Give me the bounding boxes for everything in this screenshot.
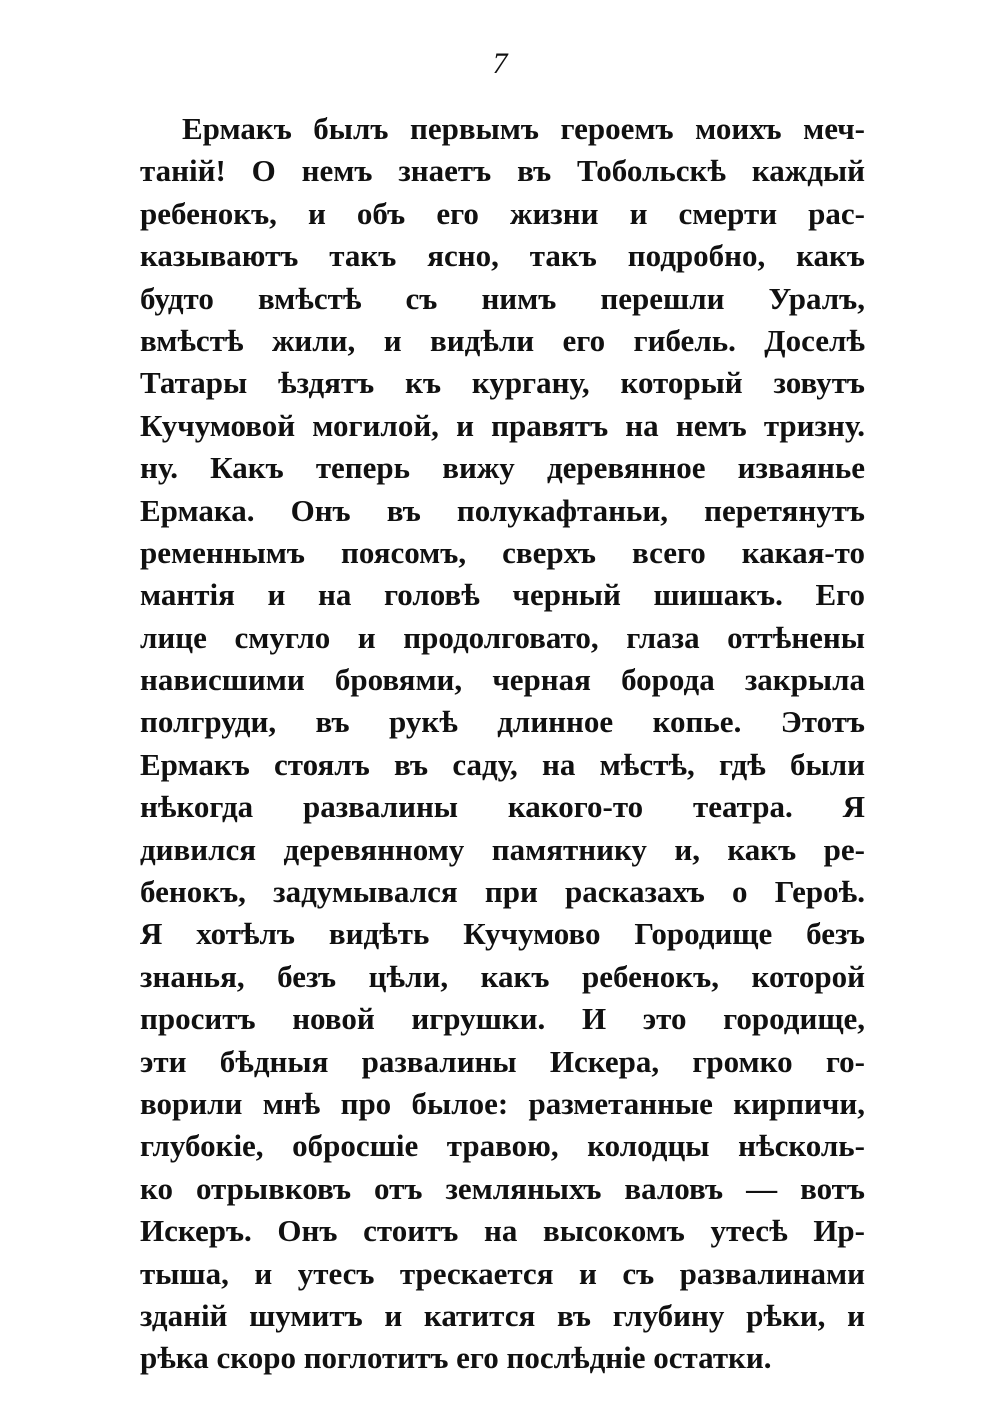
text-line: Ермакъ стоялъ въ саду, на мѣстѣ, гдѣ были <box>140 746 865 782</box>
body-text <box>140 108 865 1380</box>
text-line: лице смугло и продолговато, глаза оттѣнены <box>140 619 865 655</box>
text-line: ременнымъ поясомъ, сверхъ всего какая-то <box>140 534 865 570</box>
text-line: вмѣстѣ жили, и видѣли его гибель. Доселѣ <box>140 322 865 358</box>
text-line: Татары ѣздятъ къ кургану, который зовутъ <box>140 365 865 401</box>
text-line: казываютъ такъ ясно, такъ подробно, какъ <box>140 238 865 274</box>
text-line: рѣка скоро поглотитъ его послѣдніе остатки. <box>140 1340 772 1376</box>
page-number: 7 <box>492 47 508 80</box>
text-line: мантія и на головѣ черный шишакъ. Его <box>140 577 865 613</box>
text-line: Ермака. Онъ въ полукафтаньи, перетянутъ <box>140 492 865 528</box>
text-line: таній! О немъ знаетъ въ Тобольскѣ каждый <box>140 153 865 189</box>
text-line: нависшими бровями, черная борода закрыла <box>140 662 865 698</box>
text-line: зданій шумитъ и катится въ глубину рѣки, и <box>140 1297 865 1333</box>
text-line: проситъ новой игрушки. И это городище, <box>140 1001 865 1037</box>
text-line: полгруди, въ рукѣ длинное копье. Этотъ <box>140 704 865 740</box>
text-line: Кучумовой могилой, и правятъ на немъ тризну. <box>140 407 865 443</box>
text-line: Я хотѣлъ видѣть Кучумово Городище безъ <box>140 916 865 952</box>
text-line: бенокъ, задумывался при расказахъ о Героѣ. <box>140 874 865 910</box>
text-line: дивился деревянному памятнику и, какъ ре- <box>140 831 865 867</box>
text-line: Искеръ. Онъ стоитъ на высокомъ утесѣ Ир- <box>140 1213 865 1249</box>
text-line: глубокіе, обросшіе травою, колодцы нѣсколь- <box>140 1128 865 1164</box>
text-line: ребенокъ, и объ его жизни и смерти рас- <box>140 195 865 231</box>
text-line: знанья, безъ цѣли, какъ ребенокъ, которой <box>140 958 865 994</box>
text-line: тыша, и утесъ трескается и съ развалинами <box>140 1255 865 1291</box>
text-line: Ермакъ былъ первымъ героемъ моихъ меч- <box>182 111 865 146</box>
text-line: ворили мнѣ про былое: разметанные кирпичи, <box>140 1085 865 1121</box>
text-line: эти бѣдныя развалины Искера, громко го- <box>140 1043 865 1079</box>
text-line: ну. Какъ теперь вижу деревянное изваянье <box>140 450 865 486</box>
text-line: нѣкогда развалины какого-то театра. Я <box>140 789 865 825</box>
text-line: будто вмѣстѣ съ нимъ перешли Уралъ, <box>140 280 865 316</box>
text-line: ко отрывковъ отъ земляныхъ валовъ — вотъ <box>140 1170 865 1206</box>
